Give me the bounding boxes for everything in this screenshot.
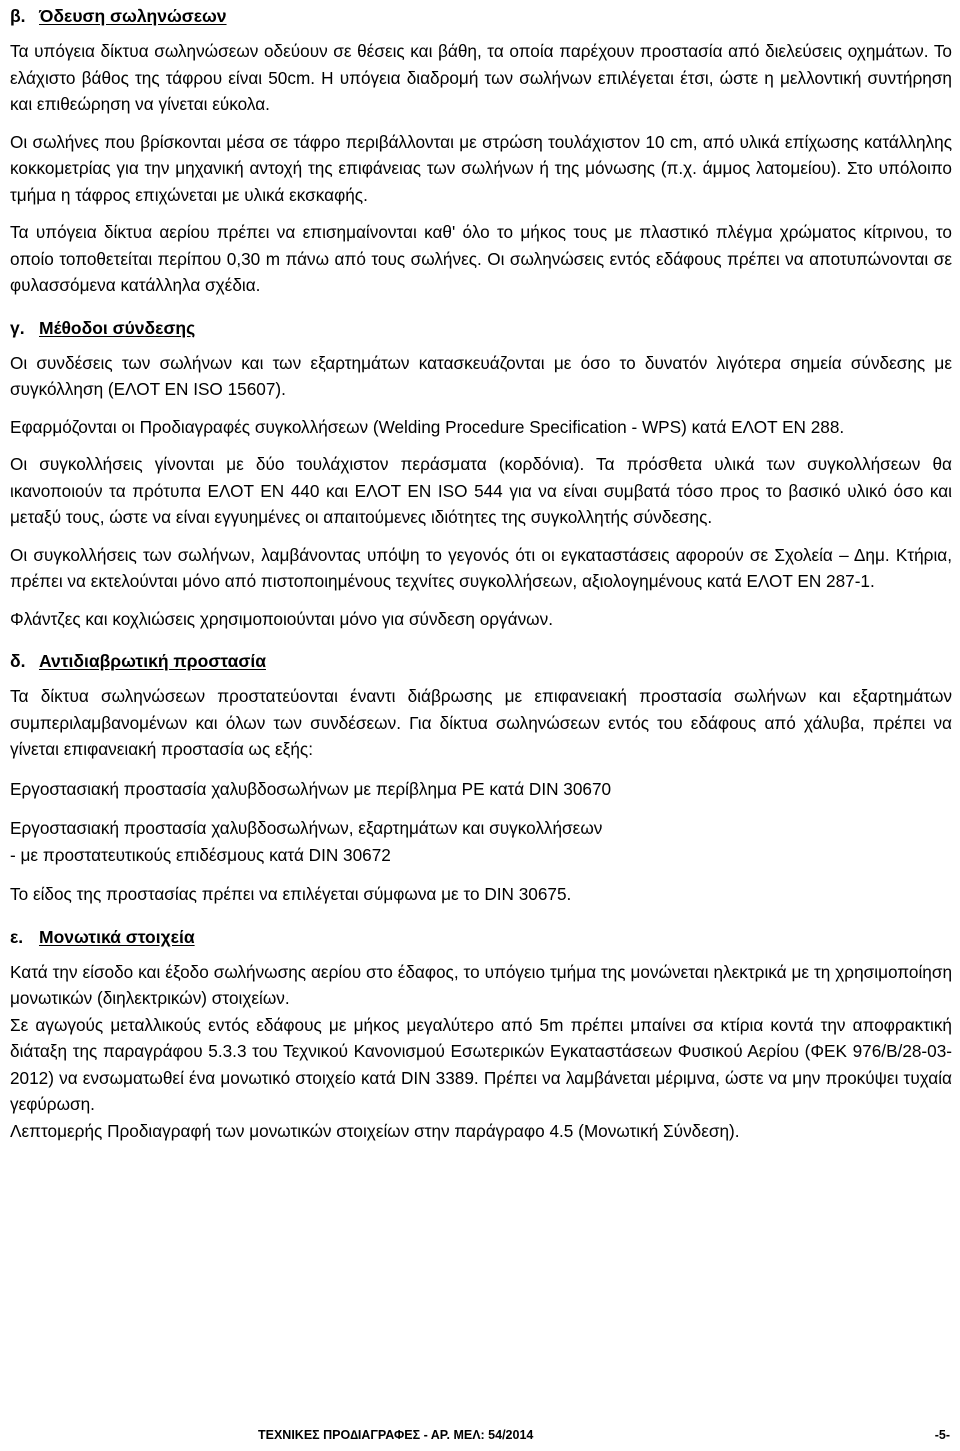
section-title: Μονωτικά στοιχεία <box>39 926 195 947</box>
paragraph: Φλάντζες και κοχλιώσεις χρησιμοποιούνται μόνο για σύνδεση οργάνων. <box>10 608 553 629</box>
section-letter: γ. <box>10 317 25 338</box>
section-title: Αντιδιαβρωτική προστασία <box>39 651 266 671</box>
paragraph: Το είδος της προστασίας πρέπει να επιλέγεται σύμφωνα με το DIN 30675. <box>10 884 572 904</box>
document-page <box>10 0 952 1144</box>
page-number: -5- <box>934 1428 950 1442</box>
section-heading-beta <box>10 3 952 29</box>
paragraph: Τα υπόγεια δίκτυα σωληνώσεων οδεύουν σε θέσεις και βάθη, τα οποία παρέχουν προστασία από διελεύσεις οχημάτων. Το ελάχιστο βάθος της τάφρου είναι 50cm. Η υπόγεια διαδρομή των σωλήνων επιλέγεται έτσι, ώστε η μελλοντική συντήρηση και επιθεώρηση να γίνεται εύκολα. <box>10 41 952 114</box>
section-letter: ε. <box>10 926 24 947</box>
paragraph: Οι συνδέσεις των σωλήνων και των εξαρτημάτων κατασκευάζονται με όσο το δυνατόν λιγότερα σημεία σύνδεσης με συγκόλληση (ΕΛΟΤ ΕΝ ISO 15607). <box>10 352 952 399</box>
section-title: Μέθοδοι σύνδεσης <box>39 317 196 338</box>
section-letter: β. <box>10 6 26 26</box>
paragraph: Εφαρμόζονται οι Προδιαγραφές συγκολλήσεων (Welding Procedure Specification - WPS) κατά ΕΛΟΤ ΕΝ 288. <box>10 416 845 437</box>
section-heading-delta <box>10 648 952 674</box>
section-heading-epsilon <box>10 924 952 950</box>
paragraph: Λεπτομερής Προδιαγραφή των μονωτικών στοιχείων στην παράγραφο 4.5 (Μονωτική Σύνδεση). <box>10 1120 740 1141</box>
section-letter: δ. <box>10 651 26 671</box>
paragraph: - με προστατευτικούς επιδέσμους κατά DIN 30672 <box>10 844 391 865</box>
paragraph: Τα δίκτυα σωληνώσεων προστατεύονται έναντι διάβρωσης με επιφανειακή προστασία σωλήνων και εξαρτημάτων συμπεριλαμβανομένων και όλων των συνδέσεων. Για δίκτυα σωληνώσεων εντός του εδάφους από χάλυβα, πρέπει να γίνεται επιφανειακή προστασία ως εξής: <box>10 686 952 759</box>
section-heading-gamma <box>10 315 952 341</box>
section-title: Όδευση σωληνώσεων <box>39 6 227 26</box>
footer-title: ΤΕΧΝΙΚΕΣ ΠΡΟ∆ΙΑΓΡΑΦΕΣ - ΑΡ. ΜΕΛ: 54/2014 <box>258 1428 534 1442</box>
paragraph: Σε αγωγούς μεταλλικούς εντός εδάφους με μήκος μεγαλύτερο από 5m πρέπει μπαίνει σα κτίρια κοντά την αποφρακτική διάταξη της παραγράφου 5.3.3 του Τεχνικού Κανονισμού Εσωτερικών Εγκαταστάσεων Φυσικού Αερίου (ΦΕΚ 976/Β/28-03-2012) να ενσωματωθεί ένα μονωτικό στοιχείο κατά DIN 3389. Πρέπει να λαμβάνεται μέριμνα, ώστε να μην πρoκύψει τυχαία γεφύρωση. <box>10 1014 952 1114</box>
paragraph: Οι συγκολλήσεις γίνονται με δύο τουλάχιστον περάσματα (κορδόνια). Τα πρόσθετα υλικά των συγκολλήσεων θα ικανοποιούν τα πρότυπα ΕΛΟΤ ΕΝ 440 και ΕΛΟΤ ΕΝ ISO 544 για να είναι συμβατά τόσο προς το βασικό υλικό όσο και μεταξύ τους, ώστε να είναι εγγυημένες οι απαιτούμενες ιδιότητες της συγκολλητής σύνδεσης. <box>10 454 952 527</box>
paragraph: Εργοστασιακή προστασία χαλυβδοσωλήνων με περίβλημα PE κατά DIN 30670 <box>10 778 612 799</box>
paragraph: Κατά την είσοδο και έξοδο σωλήνωσης αερίου στο έδαφος, το υπόγειο τμήμα της μονώνεται ηλεκτρικά με τη χρησιμοποίηση μονωτικών (διηλεκτρικών) στοιχείων. <box>10 961 952 1008</box>
paragraph: Τα υπόγεια δίκτυα αερίου πρέπει να επισημαίνονται καθ' όλο το μήκος τους με πλαστικό πλέγμα χρώματος κίτρινου, το οποίο τοποθετείται περίπου 0,30 m πάνω από τους σωλήνες. Οι σωληνώσεις εντός εδάφους πρέπει να αποτυπώνονται σε φυλασσόμενα κατάλληλα σχέδια. <box>10 222 952 295</box>
paragraph: Εργοστασιακή προστασία χαλυβδοσωλήνων, εξαρτημάτων και συγκολλήσεων <box>10 818 603 838</box>
paragraph: Οι σωλήνες που βρίσκονται μέσα σε τάφρο περιβάλλονται με στρώση τουλάχιστον 10 cm, από υλικά επίχωσης κατάλληλης κοκκομετρίας για την μηχανική αντοχή της επιφάνειας των σωλήνων ή της μόνωσης (π.χ. άμμος λατομείου). Στο υπόλοιπο τμήμα η τάφρος επιχώνεται με υλικά εκσκαφής. <box>10 131 952 205</box>
paragraph: Οι συγκολλήσεις των σωλήνων, λαμβάνοντας υπόψη το γεγονός ότι οι εγκαταστάσεις αφορούν σε Σχολεία – Δημ. Κτήρια, πρέπει να εκτελούνται μόνο από πιστοποιημένους τεχνίτες συγκολλήσεων, αξιολογημένους κατά ΕΛΟΤ ΕΝ 287-1. <box>10 544 952 591</box>
page-footer <box>0 1428 950 1446</box>
